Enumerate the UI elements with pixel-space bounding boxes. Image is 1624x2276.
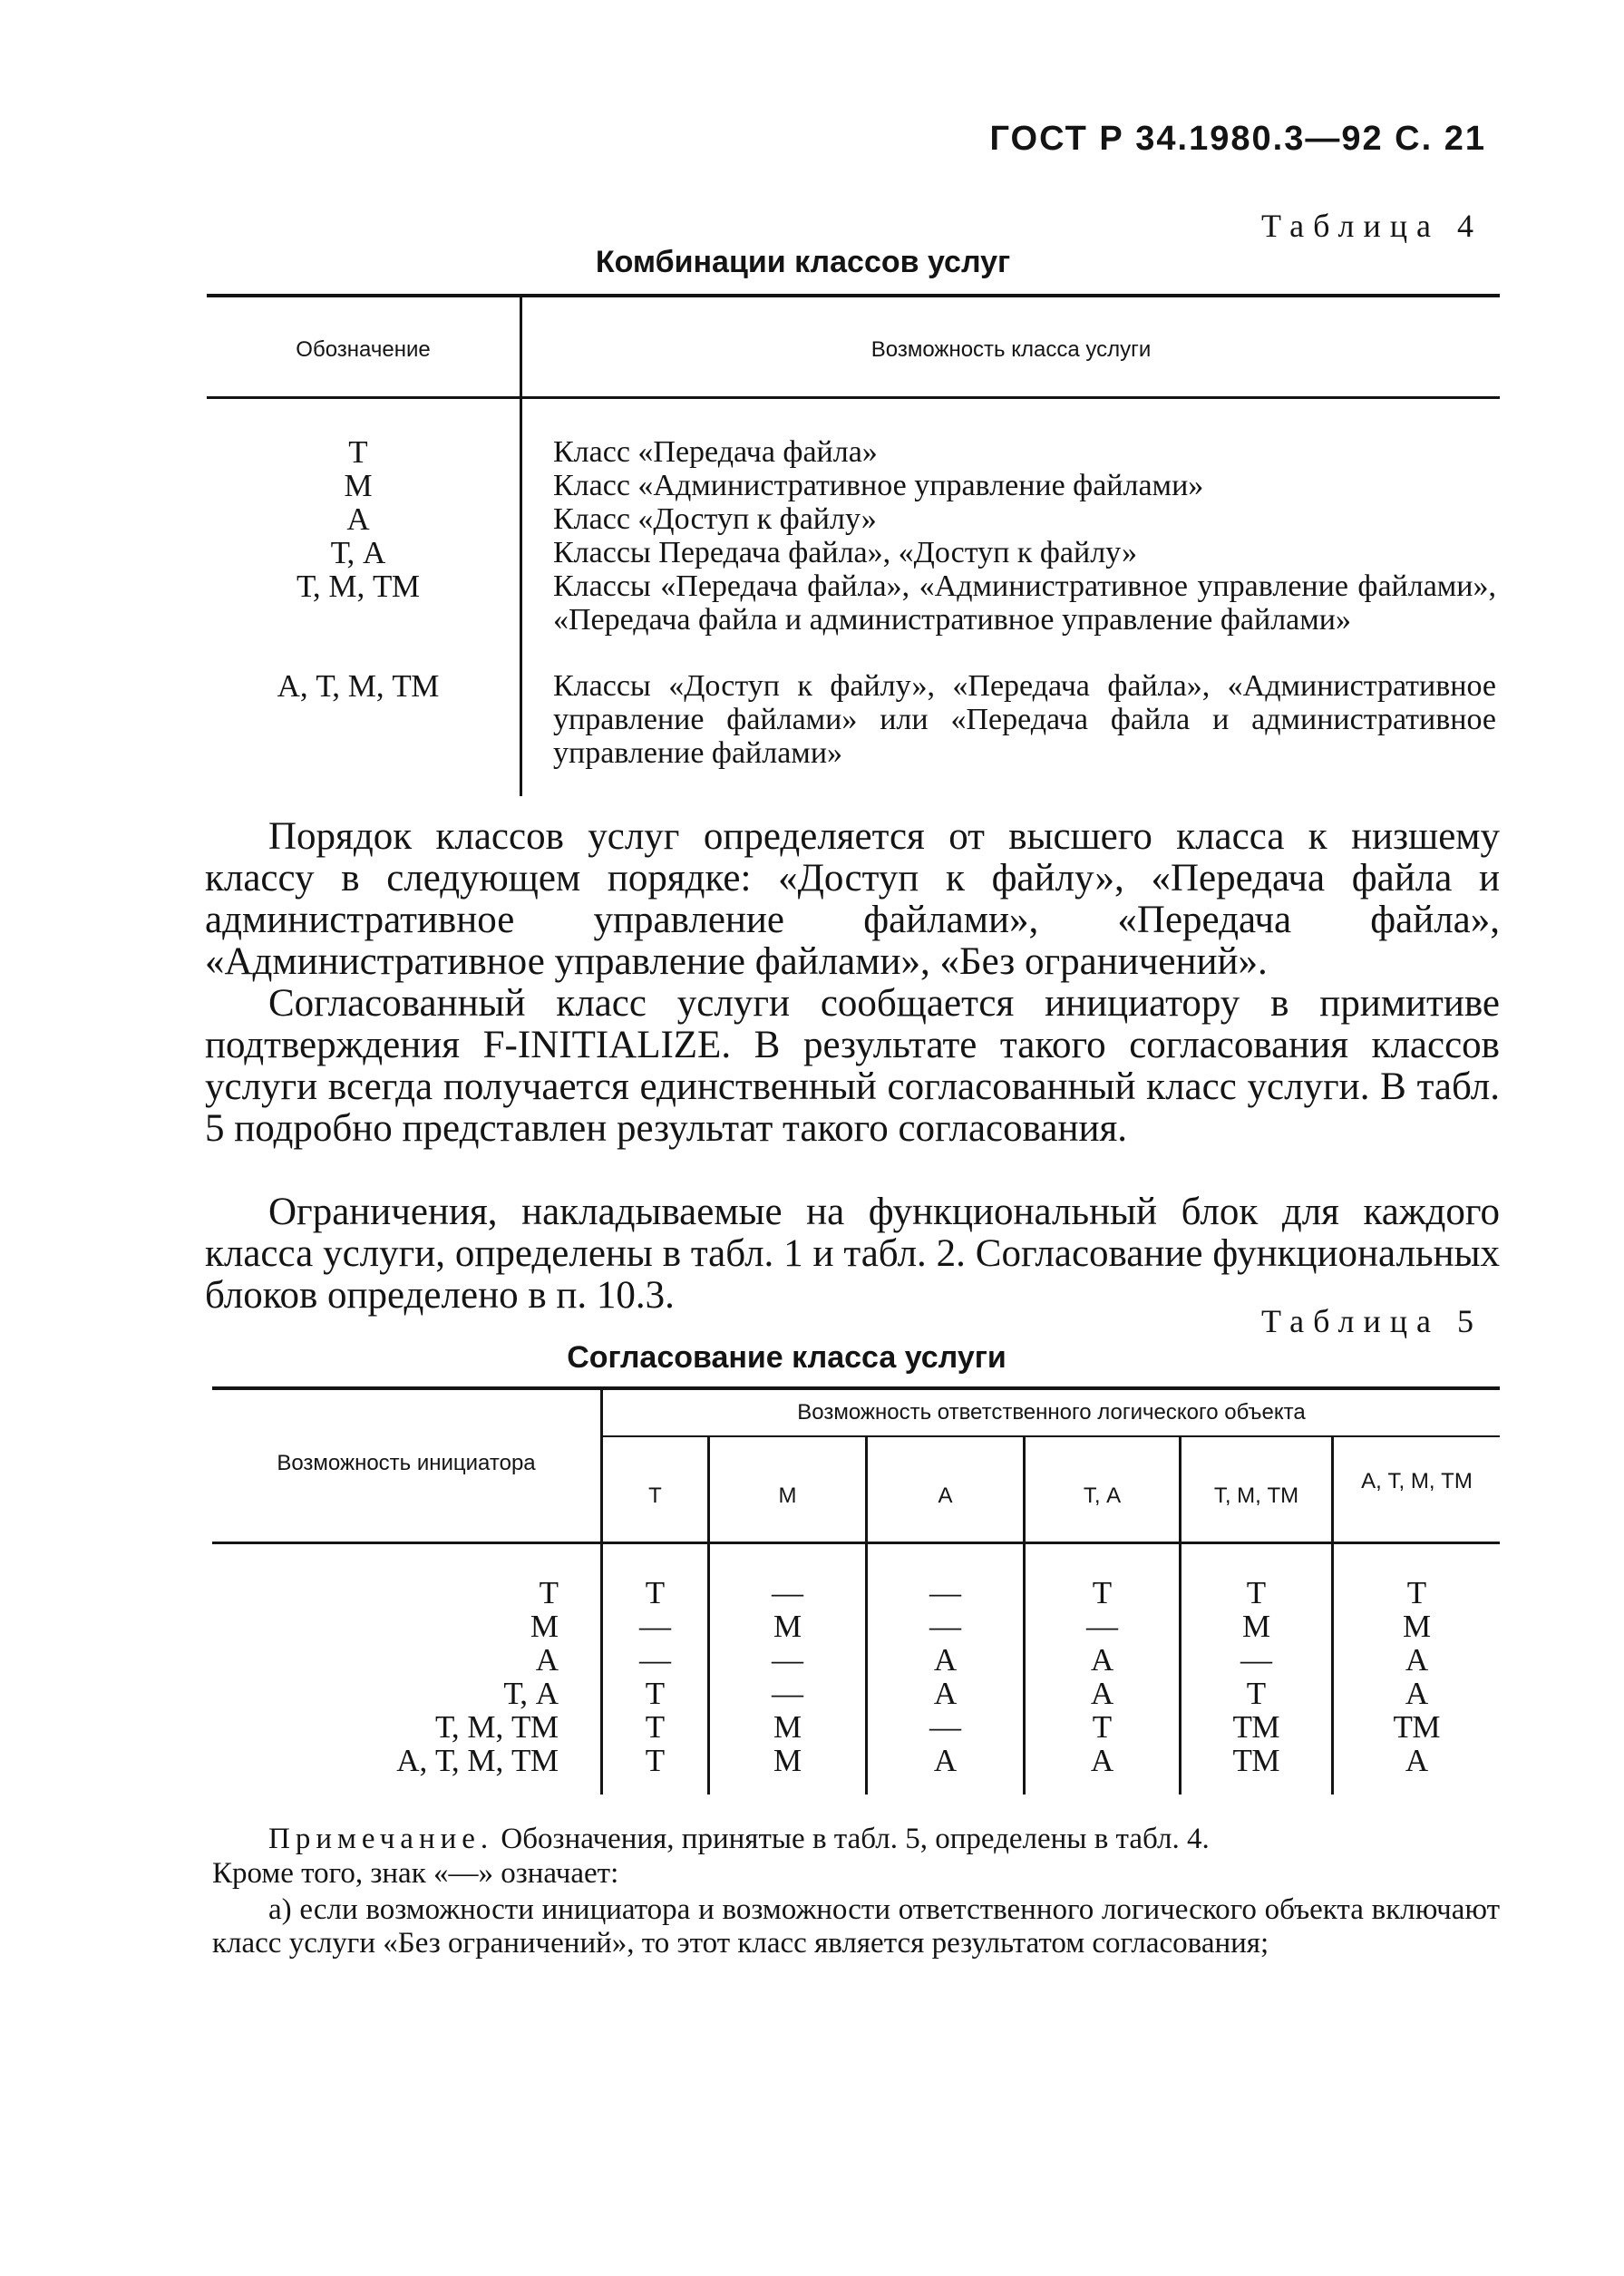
- table4-col-header-desc: Возможность класса услуги: [870, 337, 1152, 362]
- table5-header-rule: [212, 1542, 1500, 1544]
- document-header-code: ГОСТ Р 34.1980.3—92 С. 21: [989, 120, 1486, 158]
- note-text: Обозначения, принятые в табл. 5, определены в табл. 4.: [501, 1823, 1210, 1855]
- table5-cell: М: [1241, 1609, 1271, 1644]
- note-line-1: [268, 1823, 1502, 1856]
- table5-row-label: А, Т, М, ТМ: [396, 1743, 559, 1778]
- table5-top-rule: [212, 1386, 1500, 1390]
- table5-cell: Т: [1246, 1676, 1267, 1711]
- table5-title: Согласование класса услуги: [567, 1340, 1006, 1375]
- table5-cell: ТМ: [1393, 1709, 1441, 1745]
- table4-row-desc: Класс «Административное управление файлами»: [553, 469, 1204, 502]
- table5-row-label: Т, А: [503, 1676, 559, 1711]
- table4-row-code: Т: [348, 434, 368, 470]
- table4-label: Таблица 4: [1261, 208, 1483, 244]
- table5-cell: ТМ: [1232, 1743, 1280, 1778]
- table5-cell: А: [1405, 1676, 1429, 1711]
- table4-row-desc: Класс «Доступ к файлу»: [553, 502, 877, 536]
- table5-cell: А: [933, 1743, 958, 1778]
- table4-col-header-code: Обозначение: [296, 337, 431, 362]
- table4-column-divider: [520, 297, 522, 796]
- note-line-2: Кроме того, знак «—» означает:: [212, 1857, 619, 1890]
- table5-cell: М: [773, 1709, 802, 1745]
- table5-cell: А: [1090, 1743, 1114, 1778]
- note-item-a: а) если возможности инициатора и возможности ответственного логического объекта включают класс услуги «Без ограничений», то этот класс является результатом согласования;: [212, 1893, 1500, 1960]
- table5-cell: —: [639, 1642, 671, 1678]
- table5-label: Таблица 5: [1261, 1303, 1483, 1339]
- table4-title: Комбинации классов услуг: [595, 245, 1011, 279]
- table5-cell: А: [1405, 1642, 1429, 1678]
- table5-col-header: А: [938, 1483, 953, 1508]
- table5-cell: ТМ: [1232, 1709, 1280, 1745]
- table5-row-label: Т: [539, 1575, 559, 1610]
- table5-group-header: Возможность ответственного логического объекта: [797, 1400, 1306, 1425]
- table5-col-header: М: [778, 1483, 797, 1508]
- table5-cell: —: [1240, 1642, 1272, 1678]
- table5-cell: А: [933, 1642, 958, 1678]
- table5-cell: А: [1090, 1642, 1114, 1678]
- table4-row-code: Т, А: [330, 535, 386, 570]
- table4-row-desc: Классы «Передача файла», «Административное управление файлами», «Передача файла и административное управление файлами»: [553, 569, 1496, 637]
- table5-cell: —: [639, 1609, 671, 1644]
- note-label: Примечание.: [268, 1823, 494, 1855]
- table5-cell: Т: [645, 1575, 666, 1610]
- table5-cell: А: [1405, 1743, 1429, 1778]
- body-paragraph: Согласованный класс услуги сообщается инициатору в примитиве подтверждения F-INITIALIZE. В результате такого согласования классов услуги всегда получается единственный согласованный класс услуги. В табл. 5 подробно представлен результат такого согласования.: [205, 982, 1500, 1150]
- table5-cell: —: [929, 1609, 961, 1644]
- table5-cell: Т: [1246, 1575, 1267, 1610]
- table4-row-code: Т, М, ТМ: [296, 569, 421, 604]
- table5-cell: —: [929, 1575, 961, 1610]
- table5-cell: М: [773, 1609, 802, 1644]
- table4-top-rule: [207, 294, 1500, 297]
- body-paragraph: Ограничения, накладываемые на функциональный блок для каждого класса услуги, определены в табл. 1 и табл. 2. Согласование функциональных блоков определено в п. 10.3.: [205, 1191, 1500, 1317]
- table5-cell: —: [1086, 1609, 1118, 1644]
- table5-cell: —: [772, 1575, 803, 1610]
- table5-cell: —: [772, 1642, 803, 1678]
- table5-group-rule: [603, 1435, 1500, 1437]
- table5-row-label: М: [530, 1609, 559, 1644]
- table4-row-desc: Классы «Доступ к файлу», «Передача файла», «Административное управление файлами» или «Передача файла и административное управление файлами»: [553, 669, 1496, 770]
- table5-cell: М: [773, 1743, 802, 1778]
- table5-row-label: Т, М, ТМ: [434, 1709, 559, 1745]
- table5-cell: —: [929, 1709, 961, 1745]
- table5-cell: Т: [645, 1676, 666, 1711]
- table4-row-desc: Класс «Передача файла»: [553, 435, 878, 469]
- table5-row-label: А: [535, 1642, 559, 1678]
- table5-cell: Т: [1406, 1575, 1427, 1610]
- table5-cell: А: [1090, 1676, 1114, 1711]
- table4-row-code: А: [346, 501, 370, 537]
- table4-row-desc: Классы Передача файла», «Доступ к файлу»: [553, 536, 1138, 569]
- table5-col-header: Т, М, ТМ: [1213, 1483, 1299, 1508]
- table5-cell: Т: [645, 1709, 666, 1745]
- table5-row-header: Возможность инициатора: [277, 1451, 536, 1475]
- table5-cell: Т: [1092, 1709, 1113, 1745]
- table5-cell: Т: [1092, 1575, 1113, 1610]
- table4-row-code: А, Т, М, ТМ: [277, 668, 440, 704]
- table5-cell: А: [933, 1676, 958, 1711]
- table5-col-header: Т, А: [1083, 1483, 1122, 1508]
- table4-row-code: М: [344, 468, 373, 503]
- table5-cell: Т: [645, 1743, 666, 1778]
- table4-header-rule: [207, 396, 1500, 399]
- table5-cell: —: [772, 1676, 803, 1711]
- table5-col-header: Т: [648, 1483, 662, 1508]
- table5-col-header: А, Т, М, ТМ: [1361, 1469, 1473, 1493]
- body-paragraph: Порядок классов услуг определяется от высшего класса к низшему классу в следующем порядке: «Доступ к файлу», «Передача файла и административное управление файлами», «Передача файла», «Административное управление файлами», «Без ограничений».: [205, 815, 1500, 983]
- table5-cell: М: [1402, 1609, 1432, 1644]
